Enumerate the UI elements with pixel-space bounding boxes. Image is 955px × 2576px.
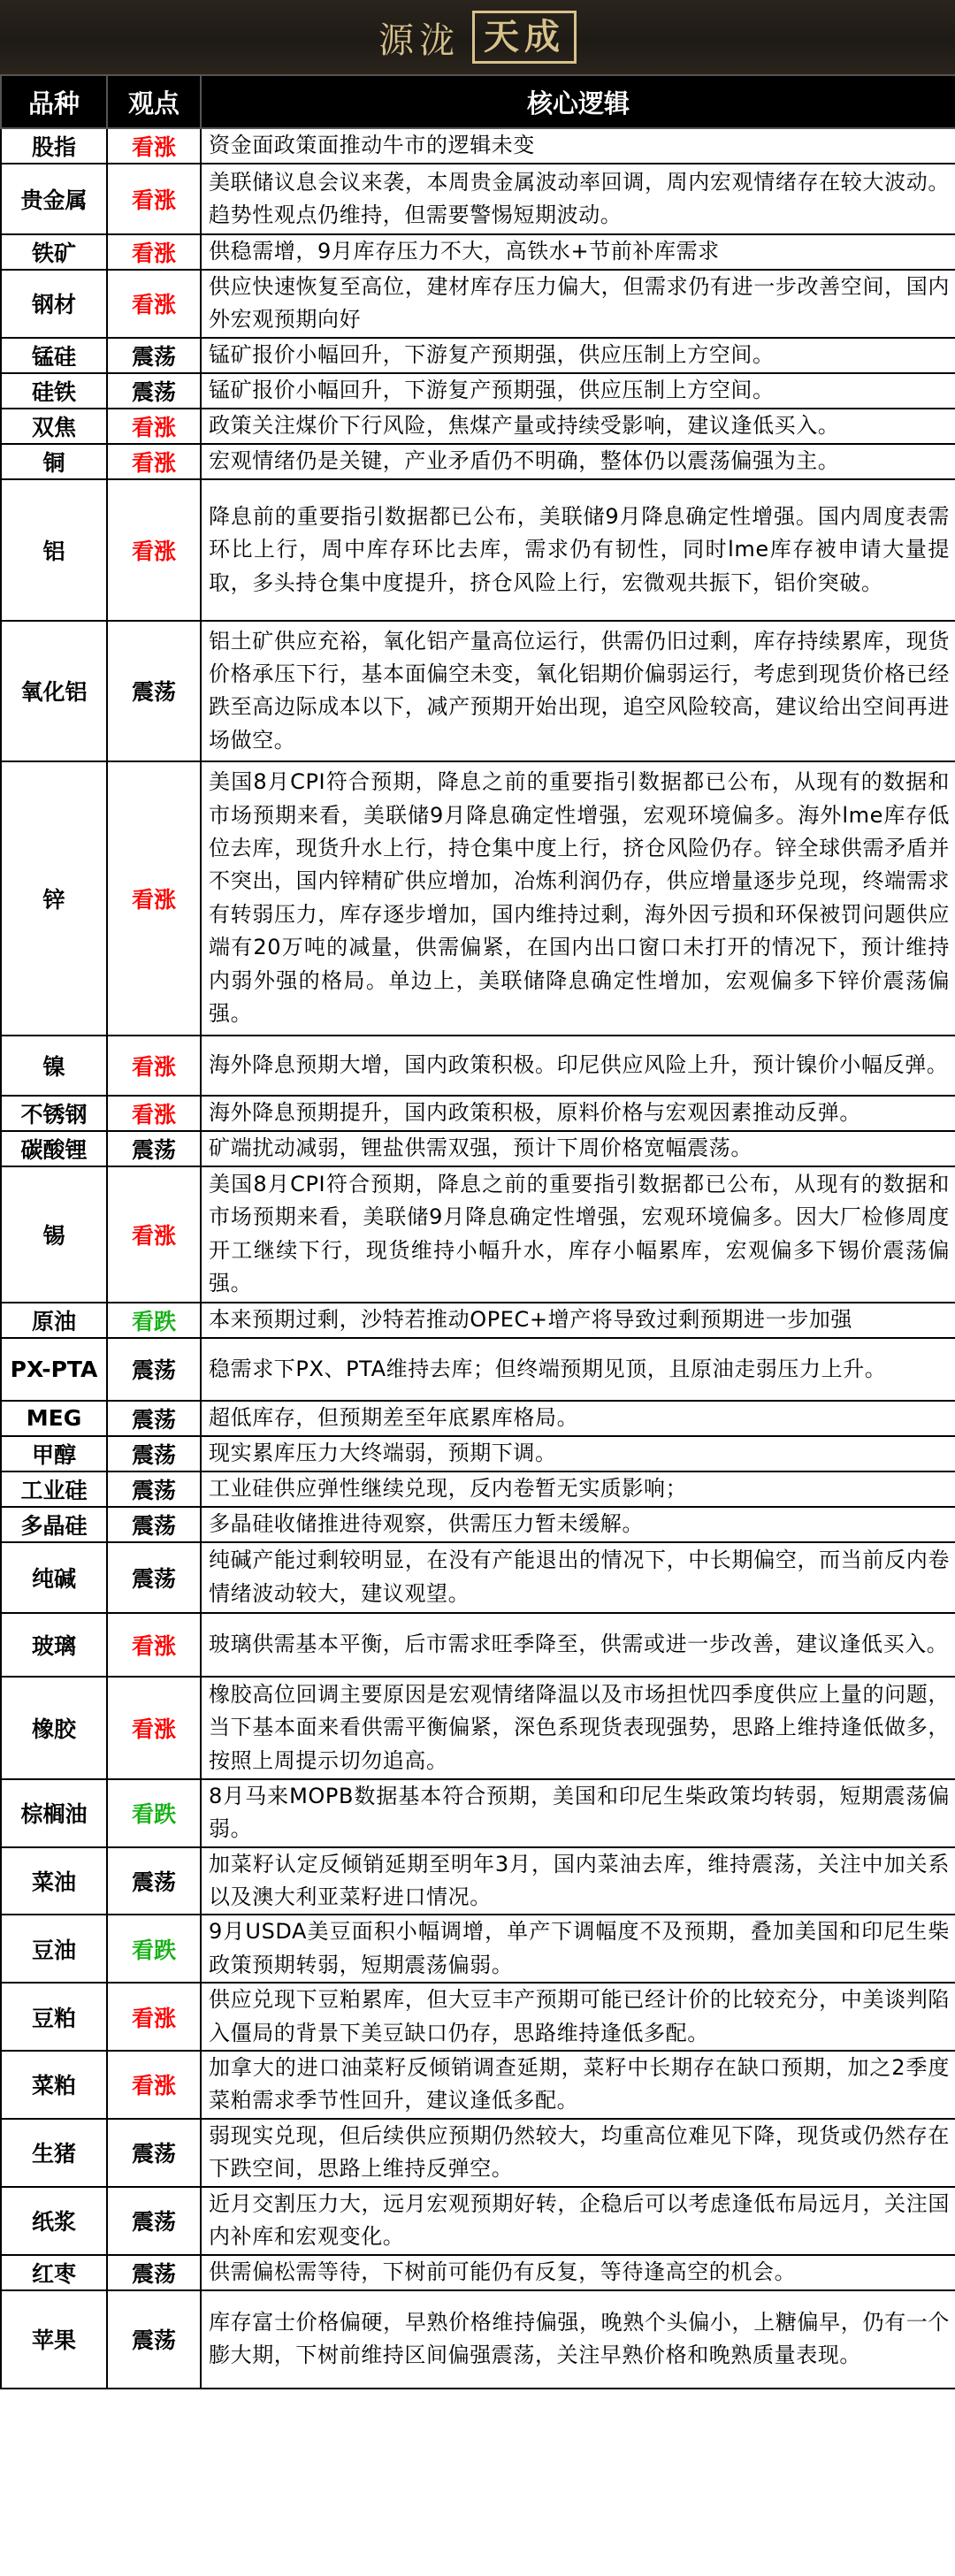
commodity-name: 双焦 xyxy=(1,409,107,444)
core-logic-text: 本来预期过剩，沙特若推动OPEC+增产将导致过剩预期进一步加强 xyxy=(201,1303,955,1338)
table-row xyxy=(1,2290,955,2389)
table-row xyxy=(1,164,955,234)
table-row xyxy=(1,2187,955,2255)
header-view: 观点 xyxy=(107,75,201,128)
view-badge: 看涨 xyxy=(107,1096,201,1131)
header-banner xyxy=(0,0,955,74)
core-logic-text: 铝土矿供应充裕，氧化铝产量高位运行，供需仍旧过剩，库存持续累库，现货价格承压下行，基本面偏空未变，氧化铝期价偏弱运行，考虑到现货价格已经跌至高边际成本以下，减产预期开始出现，追空风险较高，建议给出空间再进场做空。 xyxy=(201,621,955,761)
logo-text-main: 源泷 xyxy=(378,19,460,61)
commodity-name: 玻璃 xyxy=(1,1613,107,1677)
view-badge: 看涨 xyxy=(107,1036,201,1096)
view-badge: 看跌 xyxy=(107,1915,201,1983)
table-row xyxy=(1,1677,955,1779)
table-row xyxy=(1,444,955,479)
commodity-name: 钢材 xyxy=(1,270,107,338)
view-badge: 震荡 xyxy=(107,1338,201,1401)
commodity-name: 甲醇 xyxy=(1,1436,107,1471)
commodity-name: 铜 xyxy=(1,444,107,479)
view-badge: 震荡 xyxy=(107,1131,201,1166)
core-logic-text: 加拿大的进口油菜籽反倾销调查延期，菜籽中长期存在缺口预期，加之2季度菜粕需求季节性回升，建议逢低多配。 xyxy=(201,2051,955,2119)
table-body xyxy=(1,128,955,2389)
table-row xyxy=(1,1131,955,1166)
commodity-name: 原油 xyxy=(1,1303,107,1338)
table-header-row xyxy=(1,75,955,128)
table-row xyxy=(1,1303,955,1338)
commodity-name: 锌 xyxy=(1,761,107,1036)
commodity-name: 铁矿 xyxy=(1,234,107,270)
view-badge: 看涨 xyxy=(107,761,201,1036)
table-row xyxy=(1,621,955,761)
view-badge: 震荡 xyxy=(107,2119,201,2187)
commodity-name: 生猪 xyxy=(1,2119,107,2187)
view-badge: 震荡 xyxy=(107,2290,201,2389)
core-logic-text: 美国8月CPI符合预期，降息之前的重要指引数据都已公布，从现有的数据和市场预期来看，美联储9月降息确定性增强，宏观环境偏多。因大厂检修周度开工继续下行，现货维持小幅升水，库存小幅累库，宏观偏多下锡价震荡偏强。 xyxy=(201,1166,955,1303)
table-row xyxy=(1,1983,955,2051)
table-row xyxy=(1,128,955,164)
core-logic-text: 9月USDA美豆面积小幅调增，单产下调幅度不及预期，叠加美国和印尼生柴政策预期转弱，短期震荡偏弱。 xyxy=(201,1915,955,1983)
core-logic-text: 美国8月CPI符合预期，降息之前的重要指引数据都已公布，从现有的数据和市场预期来看，美联储9月降息确定性增强，宏观环境偏多。海外lme库存低位去库，现货升水上行，持仓集中度上行，挤仓风险仍存。锌全球供需矛盾并不突出，国内锌精矿供应增加，冶炼利润仍存，供应增量逐步兑现，终端需求有转弱压力，库存逐步增加，国内维持过剩，海外因亏损和环保被罚问题供应端有20万吨的减量，供需偏紧，在国内出口窗口未打开的情况下，预计维持内弱外强的格局。单边上，美联储降息确定性增加，宏观偏多下锌价震荡偏强。 xyxy=(201,761,955,1036)
commodity-name: 豆油 xyxy=(1,1915,107,1983)
core-logic-text: 供应快速恢复至高位，建材库存压力偏大，但需求仍有进一步改善空间，国内外宏观预期向好 xyxy=(201,270,955,338)
commodity-name: 工业硅 xyxy=(1,1471,107,1507)
core-logic-text: 海外降息预期大增，国内政策积极。印尼供应风险上升，预计镍价小幅反弹。 xyxy=(201,1036,955,1096)
core-logic-text: 弱现实兑现，但后续供应预期仍然较大，均重高位难见下降，现货或仍然存在下跌空间，思路上维持反弹空。 xyxy=(201,2119,955,2187)
header-variety: 品种 xyxy=(1,75,107,128)
table-row xyxy=(1,270,955,338)
commodity-name: 橡胶 xyxy=(1,1677,107,1779)
core-logic-text: 玻璃供需基本平衡，后市需求旺季降至，供需或进一步改善，建议逢低买入。 xyxy=(201,1613,955,1677)
table-row xyxy=(1,1507,955,1542)
commodity-name: 棕榈油 xyxy=(1,1779,107,1847)
commodity-name: 硅铁 xyxy=(1,373,107,409)
commodity-name: 镍 xyxy=(1,1036,107,1096)
commodity-name: 锡 xyxy=(1,1166,107,1303)
table-row xyxy=(1,409,955,444)
commodity-name: 铝 xyxy=(1,479,107,621)
table-row xyxy=(1,373,955,409)
table-row xyxy=(1,1542,955,1613)
commodity-name: MEG xyxy=(1,1401,107,1436)
core-logic-text: 海外降息预期提升，国内政策积极，原料价格与宏观因素推动反弹。 xyxy=(201,1096,955,1131)
commodity-name: 菜粕 xyxy=(1,2051,107,2119)
view-badge: 震荡 xyxy=(107,1507,201,1542)
commodity-name: 贵金属 xyxy=(1,164,107,234)
table-row xyxy=(1,1779,955,1847)
commodity-name: 红枣 xyxy=(1,2255,107,2290)
view-badge: 震荡 xyxy=(107,1401,201,1436)
view-badge: 看涨 xyxy=(107,409,201,444)
view-badge: 震荡 xyxy=(107,373,201,409)
view-badge: 震荡 xyxy=(107,2187,201,2255)
commodity-name: 纯碱 xyxy=(1,1542,107,1613)
core-logic-text: 工业硅供应弹性继续兑现，反内卷暂无实质影响； xyxy=(201,1471,955,1507)
core-logic-text: 8月马来MOPB数据基本符合预期，美国和印尼生柴政策均转弱，短期震荡偏弱。 xyxy=(201,1779,955,1847)
header-logic: 核心逻辑 xyxy=(201,75,955,128)
table-row xyxy=(1,1847,955,1915)
view-badge: 震荡 xyxy=(107,338,201,373)
view-badge: 震荡 xyxy=(107,1847,201,1915)
view-badge: 震荡 xyxy=(107,1471,201,1507)
view-badge: 看涨 xyxy=(107,444,201,479)
view-badge: 看涨 xyxy=(107,1983,201,2051)
commodity-name: 菜油 xyxy=(1,1847,107,1915)
core-logic-text: 降息前的重要指引数据都已公布，美联储9月降息确定性增强。国内周度表需环比上行，周中库存环比去库，需求仍有韧性，同时lme库存被申请大量提取，多头持仓集中度提升，挤仓风险上行，宏微观共振下，铝价突破。 xyxy=(201,479,955,621)
table-row xyxy=(1,1096,955,1131)
table-row xyxy=(1,1436,955,1471)
core-logic-text: 稳需求下PX、PTA维持去库；但终端预期见顶，且原油走弱压力上升。 xyxy=(201,1338,955,1401)
core-logic-text: 政策关注煤价下行风险，焦煤产量或持续受影响，建议逢低买入。 xyxy=(201,409,955,444)
view-badge: 震荡 xyxy=(107,1436,201,1471)
view-badge: 看涨 xyxy=(107,164,201,234)
view-badge: 看涨 xyxy=(107,234,201,270)
view-badge: 看涨 xyxy=(107,1677,201,1779)
table-row xyxy=(1,2119,955,2187)
table-row xyxy=(1,761,955,1036)
core-logic-text: 矿端扰动减弱，锂盐供需双强，预计下周价格宽幅震荡。 xyxy=(201,1131,955,1166)
core-logic-text: 供需偏松需等待，下树前可能仍有反复，等待逢高空的机会。 xyxy=(201,2255,955,2290)
core-logic-text: 库存富士价格偏硬，早熟价格维持偏强，晚熟个头偏小，上糖偏早，仍有一个膨大期，下树前维持区间偏强震荡，关注早熟价格和晚熟质量表现。 xyxy=(201,2290,955,2389)
commodity-name: PX-PTA xyxy=(1,1338,107,1401)
core-logic-text: 超低库存，但预期差至年底累库格局。 xyxy=(201,1401,955,1436)
brand-logo xyxy=(378,11,577,64)
view-badge: 震荡 xyxy=(107,2255,201,2290)
view-badge: 看涨 xyxy=(107,479,201,621)
commodity-name: 苹果 xyxy=(1,2290,107,2389)
commodity-name: 碳酸锂 xyxy=(1,1131,107,1166)
logo-seal: 天成 xyxy=(472,11,577,64)
table-row xyxy=(1,1613,955,1677)
core-logic-text: 锰矿报价小幅回升，下游复产预期强，供应压制上方空间。 xyxy=(201,338,955,373)
core-logic-text: 锰矿报价小幅回升，下游复产预期强，供应压制上方空间。 xyxy=(201,373,955,409)
view-badge: 看涨 xyxy=(107,128,201,164)
core-logic-text: 加菜籽认定反倾销延期至明年3月，国内菜油去库，维持震荡，关注中加关系以及澳大利亚菜籽进口情况。 xyxy=(201,1847,955,1915)
core-logic-text: 资金面政策面推动牛市的逻辑未变 xyxy=(201,128,955,164)
table-row xyxy=(1,1915,955,1983)
core-logic-text: 供稳需增，9月库存压力不大，高铁水+节前补库需求 xyxy=(201,234,955,270)
table-row xyxy=(1,1036,955,1096)
core-logic-text: 现实累库压力大终端弱，预期下调。 xyxy=(201,1436,955,1471)
view-badge: 看涨 xyxy=(107,1166,201,1303)
commodity-name: 多晶硅 xyxy=(1,1507,107,1542)
commodity-name: 氧化铝 xyxy=(1,621,107,761)
view-badge: 震荡 xyxy=(107,621,201,761)
table-row xyxy=(1,234,955,270)
view-badge: 看跌 xyxy=(107,1779,201,1847)
view-badge: 看涨 xyxy=(107,1613,201,1677)
commodity-name: 锰硅 xyxy=(1,338,107,373)
table-row xyxy=(1,2255,955,2290)
commodity-name: 不锈钢 xyxy=(1,1096,107,1131)
core-logic-text: 橡胶高位回调主要原因是宏观情绪降温以及市场担忧四季度供应上量的问题，当下基本面来看供需平衡偏紧，深色系现货表现强势，思路上维持逢低做多，按照上周提示切勿追高。 xyxy=(201,1677,955,1779)
core-logic-text: 近月交割压力大，远月宏观预期好转，企稳后可以考虑逢低布局远月，关注国内补库和宏观变化。 xyxy=(201,2187,955,2255)
view-badge: 看涨 xyxy=(107,270,201,338)
table-row xyxy=(1,1471,955,1507)
commodity-name: 豆粕 xyxy=(1,1983,107,2051)
core-logic-text: 纯碱产能过剩较明显，在没有产能退出的情况下，中长期偏空，而当前反内卷情绪波动较大，建议观望。 xyxy=(201,1542,955,1613)
core-logic-text: 美联储议息会议来袭，本周贵金属波动率回调，周内宏观情绪存在较大波动。趋势性观点仍维持，但需要警惕短期波动。 xyxy=(201,164,955,234)
core-logic-text: 供应兑现下豆粕累库，但大豆丰产预期可能已经计价的比较充分，中美谈判陷入僵局的背景下美豆缺口仍存，思路维持逢低多配。 xyxy=(201,1983,955,2051)
view-badge: 看涨 xyxy=(107,2051,201,2119)
core-logic-text: 宏观情绪仍是关键，产业矛盾仍不明确，整体仍以震荡偏强为主。 xyxy=(201,444,955,479)
core-logic-text: 多晶硅收储推进待观察，供需压力暂未缓解。 xyxy=(201,1507,955,1542)
table-row xyxy=(1,479,955,621)
view-badge: 看跌 xyxy=(107,1303,201,1338)
table-row xyxy=(1,2051,955,2119)
table-row xyxy=(1,1166,955,1303)
table-row xyxy=(1,338,955,373)
commodity-name: 纸浆 xyxy=(1,2187,107,2255)
commodity-name: 股指 xyxy=(1,128,107,164)
commodity-view-table xyxy=(0,74,955,2389)
table-row xyxy=(1,1338,955,1401)
view-badge: 震荡 xyxy=(107,1542,201,1613)
table-row xyxy=(1,1401,955,1436)
